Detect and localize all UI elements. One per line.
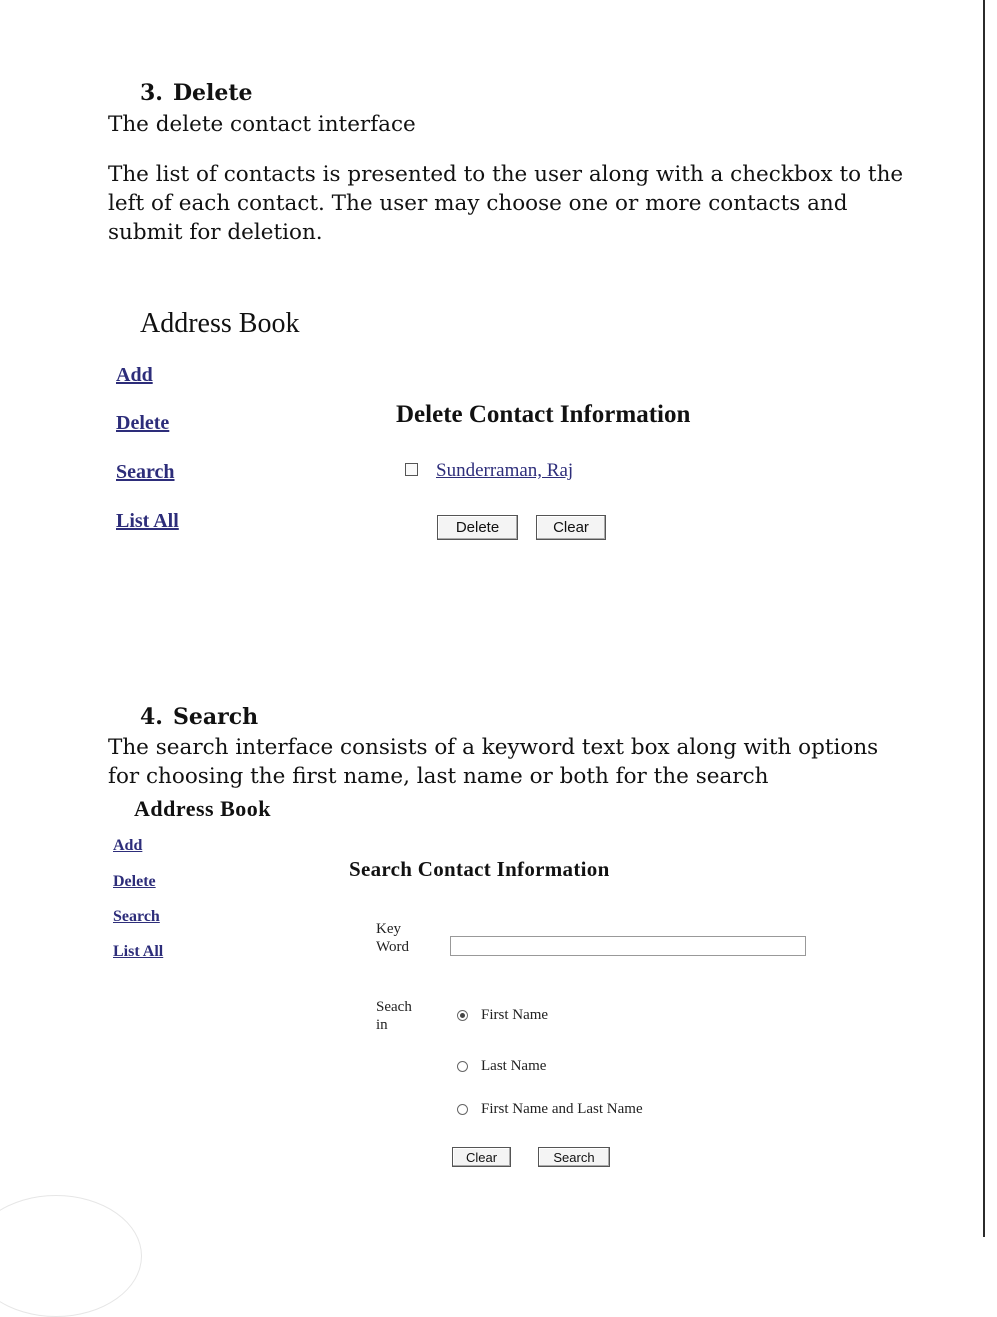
search-section-title: Search [172, 704, 259, 730]
keyword-label-line: Key [376, 921, 401, 937]
app-title: Address Book [140, 308, 300, 339]
nav-list-all-link[interactable]: List All [113, 943, 164, 960]
keyword-label [376, 920, 409, 956]
search-in-label [376, 998, 412, 1034]
nav-delete-link[interactable]: Delete [116, 412, 170, 434]
nav-add-link[interactable]: Add [113, 837, 143, 854]
first-and-last-name-label: First Name and Last Name [481, 1101, 643, 1117]
nav-list-all-link[interactable]: List All [116, 510, 179, 532]
clear-button[interactable]: Clear [452, 1147, 511, 1167]
delete-subtitle: The delete contact interface [108, 112, 416, 137]
last-name-label: Last Name [481, 1058, 547, 1074]
clear-button[interactable]: Clear [536, 515, 606, 540]
delete-paragraph [108, 160, 903, 247]
search-section-heading [140, 704, 258, 730]
page-right-border [983, 0, 985, 1237]
corner-mark [0, 1195, 142, 1317]
delete-button[interactable]: Delete [437, 515, 518, 540]
panel-title: Delete Contact Information [396, 401, 691, 428]
delete-paragraph-line: left of each contact. The user may choose one or more contacts and [108, 191, 848, 216]
delete-section-title: Delete [172, 80, 253, 106]
delete-section-number: 3. [140, 80, 163, 106]
search-section-number: 4. [140, 704, 163, 730]
search-paragraph-line: for choosing the first name, last name or both for the search [108, 764, 769, 789]
first-name-label: First Name [481, 1007, 549, 1023]
search-button[interactable]: Search [538, 1147, 610, 1167]
first-name-radio[interactable] [457, 1010, 468, 1021]
app-title: Address Book [134, 796, 272, 821]
search-in-label-line: in [376, 1017, 388, 1033]
keyword-label-line: Word [376, 939, 409, 955]
delete-paragraph-line: submit for deletion. [108, 220, 323, 245]
contact-link[interactable]: Sunderraman, Raj [436, 460, 574, 481]
contact-checkbox[interactable] [405, 463, 418, 476]
first-and-last-name-radio[interactable] [457, 1104, 468, 1115]
search-paragraph [108, 733, 878, 791]
nav-add-link[interactable]: Add [116, 364, 153, 386]
nav-delete-link[interactable]: Delete [113, 873, 156, 890]
search-paragraph-line: The search interface consists of a keyword text box along with options [108, 735, 879, 760]
search-in-label-line: Seach [376, 999, 412, 1015]
panel-title: Search Contact Information [349, 857, 610, 881]
delete-section-heading [140, 80, 253, 106]
nav-search-link[interactable]: Search [113, 908, 160, 925]
last-name-radio[interactable] [457, 1061, 468, 1072]
nav-search-link[interactable]: Search [116, 461, 175, 483]
keyword-input[interactable] [450, 936, 806, 956]
delete-paragraph-line: The list of contacts is presented to the user along with a checkbox to the [108, 162, 904, 187]
